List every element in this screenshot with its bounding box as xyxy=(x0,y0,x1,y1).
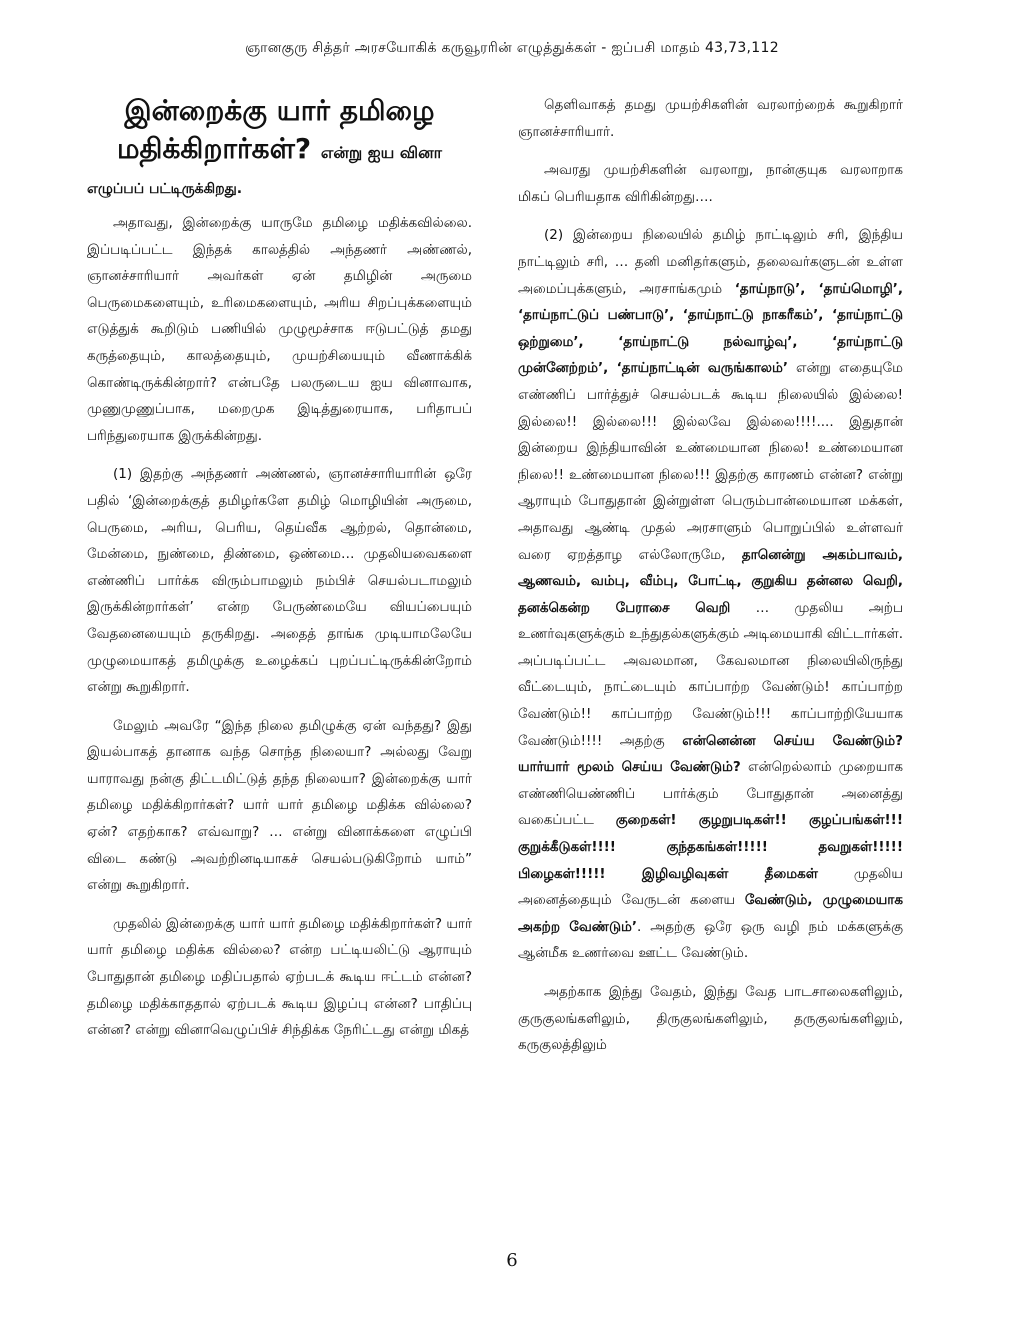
running-header: ஞானகுரு சித்தர் அரசயோகிக் கருவூரரின் எழுத்துக்கள் - ஐப்பசி மாதம் 43,73,112 xyxy=(245,40,779,56)
left-paragraph-3: மேலும் அவரே “இந்த நிலை தமிழுக்கு ஏன் வந்தது? இது இயல்பாகத் தானாக வந்த சொந்த நிலையா? அல்லது வேறு யாராவது நன்கு திட்டமிட்டுத் தந்த நிலையா? இன்றைக்கு யார் தமிழை மதிக்கிறார்கள்? யார் யார் தமிழை மதிக்க வில்லை? ஏன்? எதற்காக? எவ்வாறு? … என்று வினாக்களை எழுப்பி விடை கண்டு அவற்றினடியாகச் செயல்படுகிறோம் யாம்” என்று கூறுகிறார். xyxy=(87,717,472,894)
page-number: 6 xyxy=(506,1250,518,1271)
left-column xyxy=(87,92,472,1242)
left-paragraph-1: அதாவது, இன்றைக்கு யாருமே தமிழை மதிக்கவில்லை. இப்படிப்பட்ட இந்தக் காலத்தில் அந்தணர் அண்ணல், ஞானச்சாரியார் அவர்கள் ஏன் தமிழின் அருமை பெருமைகளையும், உரிமைகளையும், அரிய சிறப்புக்களையும் எடுத்துக் கூறிடும் பணியில் முழுமூச்சாக ஈடுபட்டுத் தமது கருத்தையும், காலத்தையும், முயற்சியையும் வீணாக்கிக் கொண்டிருக்கின்றார்? என்பதே பலருடைய ஐய வினாவாக, முணுமுணுப்பாக, மறைமுக இடித்துரையாக, பரிதாபப் பரிந்துரையாக இருக்கின்றது. xyxy=(87,215,472,444)
text-run: (2) இன்றைய நிலையில் தமிழ் நாட்டிலும் சரி, இந்திய நாட்டிலும் சரி, … தனி மனிதர்களும், தலைவர்களுடன் உள்ள அமைப்புக்களும், அரசாங்கமும் xyxy=(518,227,903,297)
left-paragraph-2: (1) இதற்கு அந்தணர் அண்ணல், ஞானச்சாரியாரின் ஒரே பதில் ‘இன்றைக்குத் தமிழர்களே தமிழ் மொழியின் அருமை, பெருமை, அரிய, பெரிய, தெய்வீக ஆற்றல், தொன்மை, மேன்மை, நுண்மை, திண்மை, ஒண்மை… முதலியவைகளை எண்ணிப் பார்க்க விரும்பாமலும் நம்பிச் செயல்படாமலும் இருக்கின்றார்கள்’ என்ற பேருண்மையே வியப்பையும் வேதனையையும் தருகிறது. அதைத் தாங்க முடியாமலேயே முழுமையாகத் தமிழுக்கு உழைக்கப் புறப்பட்டிருக்கின்றோம் என்று கூறுகிறார். xyxy=(87,466,472,696)
text-run: . அதற்கு ஒரே ஒரு வழி நம் மக்களுக்கு ஆன்மீக உணர்வை ஊட்ட வேண்டும். xyxy=(518,918,903,962)
title-line-2-text: மதிக்கிறார்கள்? xyxy=(117,132,312,165)
title-line-1: இன்றைக்கு யார் தமிழை xyxy=(124,94,435,127)
article-title xyxy=(87,92,472,172)
text-run: என்றெல்லாம் முறையாக எண்ணியெண்ணிப் பார்க்கும் போதுதான் அனைத்து வகைப்பட்ட xyxy=(518,759,903,829)
text-run: முதலிய அனைத்தையும் வேருடன் களைய xyxy=(518,865,903,909)
title-line-2 xyxy=(87,130,472,172)
text-run: … முதலிய அற்ப உணர்வுகளுக்கும் உந்துதல்களுக்கும் அடிமையாகி விட்டார்கள். அப்படிப்பட்ட அவலமான, கேவலமான நிலையிலிருந்து வீட்டையும், நாட்டையும் காப்பாற்ற வேண்டும்! காப்பாற்ற வேண்டும்!! காப்பாற்ற வேண்டும்!!! காப்பாற்றியேயாக வேண்டும்!!!! அதற்கு xyxy=(518,599,903,749)
title-tail: என்று ஐய வினா xyxy=(320,143,442,162)
text-run: என்று எதையுமே எண்ணிப் பார்த்துச் செயல்படக் கூடிய நிலையில் இல்லை! இல்லை!! இல்லை!!! இல்லவே இல்லை!!!!.... இதுதான் இன்றைய இந்தியாவின் உண்மையான நிலை! உண்மையான நிலை!! உண்மையான நிலை!!! இதற்கு காரணம் என்ன? என்று ஆராயும் போதுதான் இன்றுள்ள பெரும்பான்மையான மக்கள், அதாவது ஆண்டி முதல் அரசாளும் பொறுப்பில் உள்ளவர் வரை ஏறத்தாழ எல்லோருமே, xyxy=(518,360,903,563)
left-paragraph-4: முதலில் இன்றைக்கு யார் யார் தமிழை மதிக்கிறார்கள்? யார் யார் தமிழை மதிக்க வில்லை? என்ற பட்டியலிட்டு ஆராயும் போதுதான் தமிழை மதிப்பதால் ஏற்படக் கூடிய ஈட்டம் என்ன? தமிழை மதிக்காததால் ஏற்படக் கூடிய இழப்பு என்ன? பாதிப்பு என்ன? என்று வினாவெழுப்பிச் சிந்திக்க நேரிட்டது என்று மிகத் xyxy=(87,915,472,1039)
bold-run: குறைகள்! குழறுபடிகள்!! குழப்பங்கள்!!! குறுக்கீடுகள்!!!! குந்தகங்கள்!!!!! தவறுகள்!!!!! பிழைகள்!!!!! இழிவழிவுகள் தீமைகள் xyxy=(518,812,903,882)
right-paragraph-2: அவரது முயற்சிகளின் வரலாறு, நான்குயுக வரலாறாக மிகப் பெரியதாக விரிகின்றது…. xyxy=(518,162,903,205)
bold-run: வேண்டும், முழுமையாக அகற்ற வேண்டும்’ xyxy=(518,892,903,935)
bold-run: தானென்று அகம்பாவம், ஆணவம், வம்பு, வீம்பு, போட்டி, குறுகிய தன்னல வெறி, தனக்கென்ற பேராசை வெறி xyxy=(518,546,903,616)
right-paragraph-4: அதற்காக இந்து வேதம், இந்து வேத பாடசாலைகளிலும், குருகுலங்களிலும், திருகுலங்களிலும், தருகுலங்களிலும், கருகுலத்திலும் xyxy=(518,984,903,1054)
bold-run: என்னென்ன செய்ய வேண்டும்? யார்யார் மூலம் செய்ய வேண்டும்? xyxy=(518,732,903,776)
right-paragraph-3 xyxy=(518,222,903,967)
right-column xyxy=(518,92,903,1242)
bold-run: ‘தாய்நாடு’, ‘தாய்மொழி’, ‘தாய்நாட்டுப் பண்பாடு’, ‘தாய்நாட்டு நாகரீகம்’, ‘தாய்நாட்டு ஒற்றுமை’, ‘தாய்நாட்டு நல்வாழ்வு’, ‘தாய்நாட்டு முன்னேற்றம்’, ‘தாய்நாட்டின் வருங்காலம்’ xyxy=(518,280,903,377)
right-paragraph-1: தெளிவாகத் தமது முயற்சிகளின் வரலாற்றைக் கூறுகிறார் ஞானச்சாரியார். xyxy=(518,97,903,140)
article-subtitle: எழுப்பப் பட்டிருக்கிறது. xyxy=(87,181,243,197)
